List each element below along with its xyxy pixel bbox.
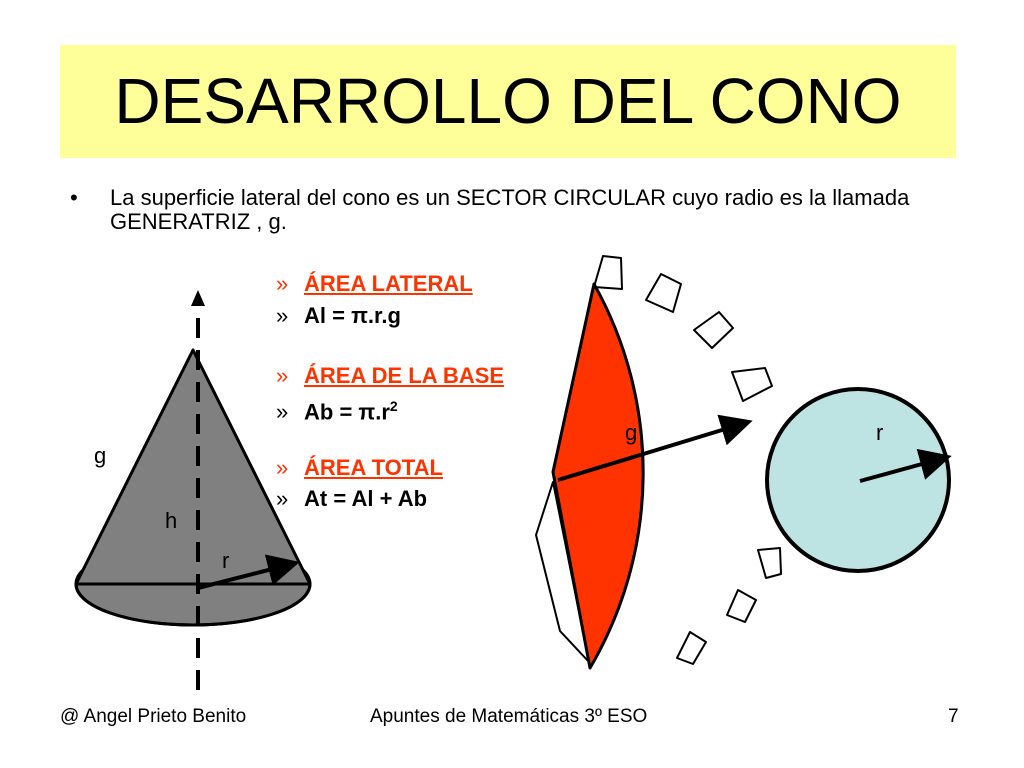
glue-tab bbox=[732, 368, 772, 401]
cone-label-h: h bbox=[165, 508, 178, 533]
sub-bullet-marker: » bbox=[276, 486, 289, 511]
total-area-label: ÁREA TOTAL bbox=[304, 455, 443, 480]
sub-bullet-marker: » bbox=[276, 363, 289, 388]
sub-bullet-marker: » bbox=[276, 271, 289, 296]
footer-course: Apuntes de Matemáticas 3º ESO bbox=[370, 706, 648, 727]
glue-tab bbox=[758, 548, 781, 578]
lateral-area-formula-text: Al = π.r.g bbox=[304, 303, 401, 328]
glue-tab bbox=[646, 274, 681, 312]
base-area-formula-text: Ab = π.r bbox=[304, 399, 390, 425]
glue-tab bbox=[727, 590, 756, 622]
cone-side bbox=[76, 350, 310, 584]
cone-label-g: g bbox=[94, 443, 107, 468]
bullet-text: La superficie lateral del cono es un SECTOR CIRCULAR cuyo radio es la llamada GENERATRIZ , g. bbox=[110, 185, 910, 234]
base-area-label: ÁREA DE LA BASE bbox=[304, 363, 505, 388]
bullet-marker: • bbox=[70, 185, 78, 210]
sub-bullet-marker: » bbox=[276, 455, 289, 480]
lateral-area-label: ÁREA LATERAL bbox=[304, 271, 473, 296]
base-area-exponent: 2 bbox=[389, 398, 398, 414]
net-label-g: g bbox=[625, 420, 638, 445]
cone-net-figure bbox=[536, 256, 949, 668]
cone-label-r: r bbox=[222, 548, 230, 573]
net-label-r: r bbox=[876, 420, 884, 445]
footer-author: @ Angel Prieto Benito bbox=[60, 706, 247, 727]
slide-title: DESARROLLO DEL CONO bbox=[114, 65, 902, 137]
footer-page-number: 7 bbox=[948, 706, 959, 727]
glue-tab bbox=[594, 256, 622, 289]
total-area-formula-text: At = Al + Ab bbox=[304, 486, 428, 511]
sub-bullet-marker: » bbox=[276, 303, 289, 328]
base-circle bbox=[767, 389, 949, 571]
axis-arrow-icon bbox=[191, 290, 205, 306]
glue-tab bbox=[694, 312, 733, 348]
cone-figure bbox=[76, 290, 310, 690]
sub-bullet-marker: » bbox=[276, 399, 289, 425]
glue-tab bbox=[677, 632, 706, 664]
